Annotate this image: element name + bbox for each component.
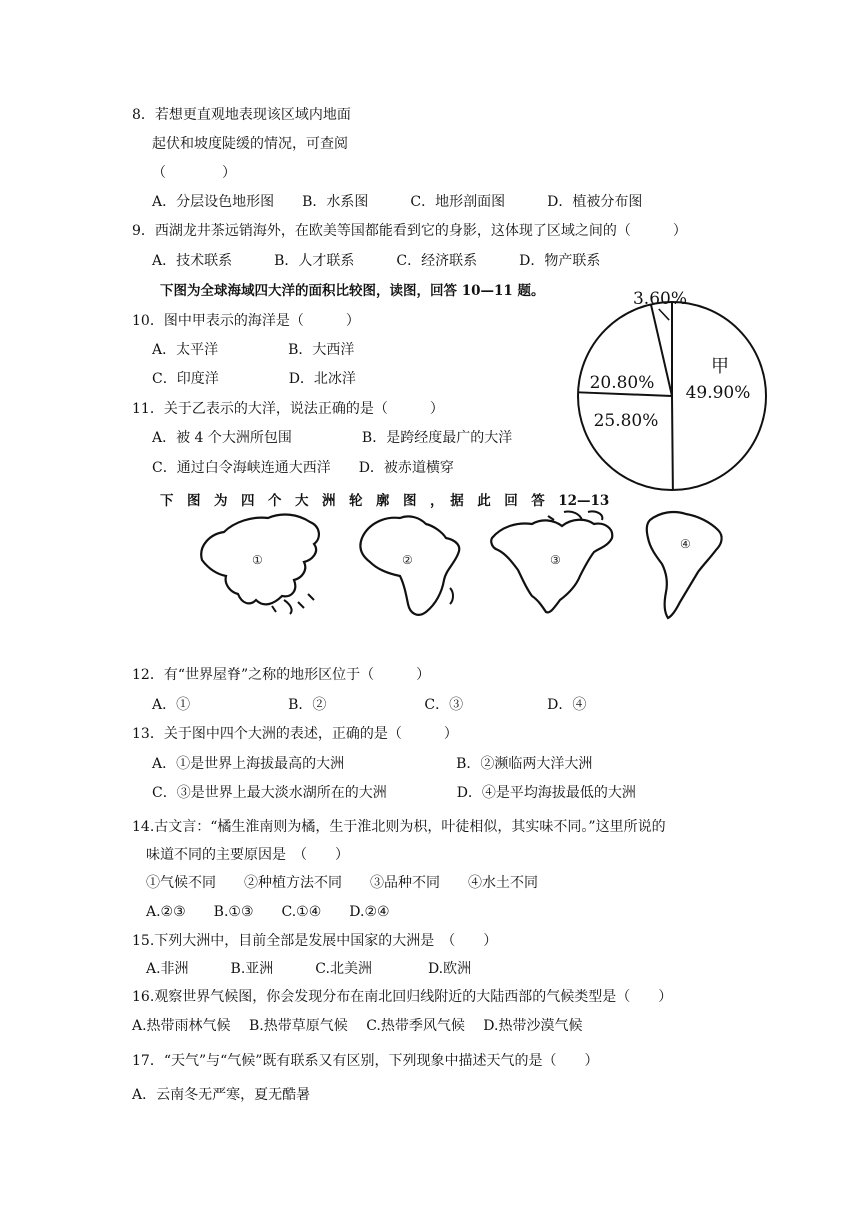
pie-value-2: 25.80% xyxy=(593,411,659,431)
q16-options: A.热带雨林气候 B.热带草原气候 C.热带季风气候 D.热带沙漠气候 xyxy=(132,1018,583,1034)
q8-stem-line1: 8．若想更直观地表现该区域内地面 xyxy=(132,107,351,123)
q17-option-a: A．云南冬无严寒，夏无酷暑 xyxy=(132,1087,311,1103)
asia-outline-icon xyxy=(194,508,324,624)
q10-stem: 10．图中甲表示的海洋是（ ） xyxy=(132,313,360,329)
map-num-4: ④ xyxy=(680,537,691,551)
maps-intro: 下 图 为 四 个 大 洲 轮 廓 图 ， 据 此 回 答 12—13 xyxy=(160,493,610,509)
q14-options: A.②③ B.①③ C.①④ D.②④ xyxy=(146,904,390,920)
q13-stem: 13．关于图中四个大洲的表述，正确的是（ ） xyxy=(132,726,458,742)
q17-stem: 17．“天气”与“气候”既有联系又有区别，下列现象中描述天气的是（ ） xyxy=(132,1053,599,1069)
q12-stem: 12．有“世界屋脊”之称的地形区位于（ ） xyxy=(132,667,431,683)
q11-stem: 11．关于乙表示的大洋，说法正确的是（ ） xyxy=(132,401,444,417)
q14-items: ①气候不同 ②种植方法不同 ③品种不同 ④水土不同 xyxy=(146,875,538,891)
q15-options: A.非洲 B.亚洲 C.北美洲 D.欧洲 xyxy=(146,961,472,977)
pie-svg xyxy=(574,286,774,492)
q12-options: A．① B．② C．③ D．④ xyxy=(152,697,587,713)
map-num-3: ③ xyxy=(550,553,561,567)
q11-options-cd: C．通过白令海峡连通大西洋 D．被赤道横穿 xyxy=(152,460,454,476)
pie-value-3: 20.80% xyxy=(589,373,655,393)
pie-value-1: 49.90% xyxy=(685,383,751,403)
map-num-2: ② xyxy=(402,553,413,567)
continent-outlines xyxy=(180,508,740,628)
pie-value-4: 3.60% xyxy=(632,289,688,309)
pie-intro: 下图为全球海域四大洋的面积比较图，读图，回答 10—11 题。 xyxy=(160,283,545,299)
q13-options-cd: C．③是世界上最大淡水湖所在的大洲 D．④是平均海拔最低的大洲 xyxy=(152,785,636,801)
q9-options: A．技术联系 B．人才联系 C．经济联系 D．物产联系 xyxy=(152,253,601,269)
q15-stem: 15.下列大洲中，目前全部是发展中国家的大洲是 （ ） xyxy=(132,933,498,949)
ocean-area-pie-chart xyxy=(574,286,774,492)
q9-stem: 9．西湖龙井茶远销海外，在欧美等国都能看到它的身影，这体现了区域之间的（ ） xyxy=(132,223,687,239)
q14-stem-line1: 14.古文言：“橘生淮南则为橘，生于淮北则为枳，叶徒相似，其实味不同。”这里所说的 xyxy=(132,819,666,835)
q10-options-cd: C．印度洋 D．北冰洋 xyxy=(152,371,356,387)
north-america-outline-icon xyxy=(488,508,628,624)
q8-answer-paren: （ ） xyxy=(152,165,236,181)
q8-options: A．分层设色地形图 B．水系图 C．地形剖面图 D．植被分布图 xyxy=(152,194,643,210)
q13-options-ab: A．①是世界上海拔最高的大洲 B．②濒临两大洋大洲 xyxy=(152,756,593,772)
pie-label-jia: 甲 xyxy=(711,356,729,377)
q8-stem-line2: 起伏和坡度陡缓的情况，可查阅 xyxy=(152,136,348,152)
q11-options-ab: A．被 4 个大洲所包围 B．是跨经度最广的大洋 xyxy=(152,430,513,446)
q16-stem: 16.观察世界气候图，你会发现分布在南北回归线附近的大陆西部的气候类型是（ ） xyxy=(132,989,673,1005)
q14-stem-line2: 味道不同的主要原因是 （ ） xyxy=(146,847,349,863)
pie-slice-boundary-2 xyxy=(672,396,673,490)
africa-outline-icon xyxy=(350,508,470,624)
map-num-1: ① xyxy=(252,553,263,567)
q10-options-ab: A．太平洋 B．大西洋 xyxy=(152,342,355,358)
south-america-outline-icon xyxy=(642,508,732,624)
